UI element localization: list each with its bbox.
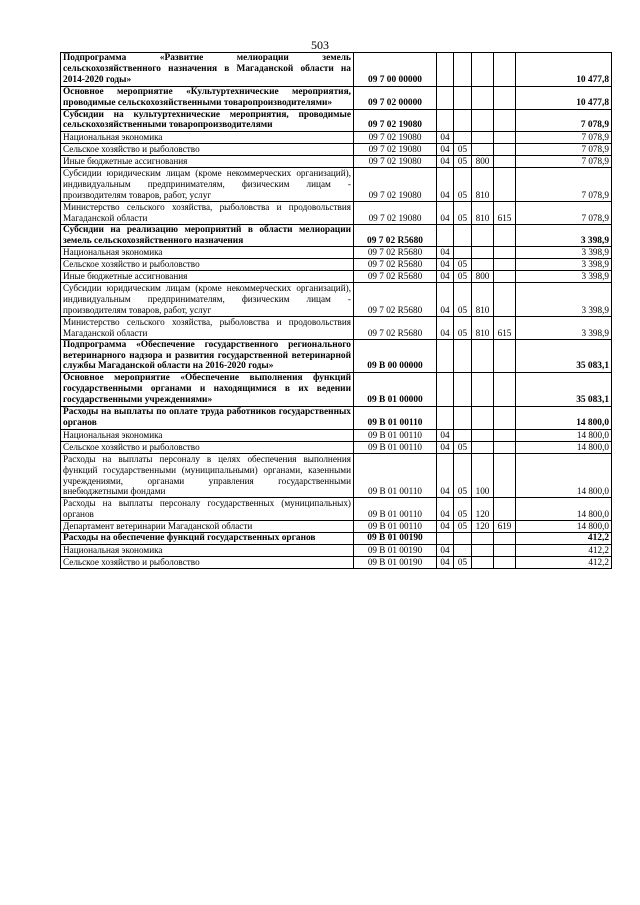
row-amount-cell: 14 800,0 xyxy=(516,498,612,521)
row-expense-type-cell: 810 xyxy=(472,168,494,202)
row-ministry-cell xyxy=(494,156,516,168)
row-amount-cell: 7 078,9 xyxy=(516,168,612,202)
row-name-cell: Сельское хозяйство и рыболовство xyxy=(61,144,354,156)
row-section-cell: 04 xyxy=(437,544,454,556)
row-name-cell: Расходы на выплаты персоналу в целях обеспечения выполнения функций государственными (муниципальными) органами, казенными учреждениями, органами управления государственными внебюджетными фондами xyxy=(61,453,354,498)
row-ministry-cell: 615 xyxy=(494,316,516,339)
row-amount-cell: 7 078,9 xyxy=(516,144,612,156)
row-ministry-cell xyxy=(494,339,516,373)
row-expense-type-cell: 810 xyxy=(472,201,494,224)
row-section-cell: 04 xyxy=(437,247,454,259)
row-amount-cell: 10 477,8 xyxy=(516,86,612,109)
row-ministry-cell xyxy=(494,144,516,156)
row-ministry-cell: 619 xyxy=(494,521,516,533)
row-expense-type-cell: 800 xyxy=(472,156,494,168)
row-expense-type-cell: 800 xyxy=(472,271,494,283)
table-row xyxy=(61,224,612,247)
row-section-cell xyxy=(437,407,454,430)
row-section-cell xyxy=(437,533,454,545)
row-amount-cell: 35 083,1 xyxy=(516,339,612,373)
row-expense-type-cell xyxy=(472,373,494,407)
row-section-cell xyxy=(437,373,454,407)
row-section-cell: 04 xyxy=(437,429,454,441)
budget-table-body xyxy=(61,53,612,569)
row-name-cell: Национальная экономика xyxy=(61,247,354,259)
row-amount-cell: 7 078,9 xyxy=(516,132,612,144)
row-subsection-cell: 05 xyxy=(454,521,472,533)
row-subsection-cell: 05 xyxy=(454,271,472,283)
row-code-cell: 09 7 02 00000 xyxy=(354,86,437,109)
row-section-cell: 04 xyxy=(437,168,454,202)
row-subsection-cell: 05 xyxy=(454,259,472,271)
row-code-cell: 09 7 02 R5680 xyxy=(354,283,437,317)
row-code-cell: 09 7 02 R5680 xyxy=(354,247,437,259)
row-section-cell xyxy=(437,53,454,87)
table-row xyxy=(61,556,612,568)
row-subsection-cell: 05 xyxy=(454,441,472,453)
row-amount-cell: 14 800,0 xyxy=(516,521,612,533)
row-name-cell: Расходы на выплаты персоналу государственных (муниципальных) органов xyxy=(61,498,354,521)
row-ministry-cell xyxy=(494,109,516,132)
row-ministry-cell xyxy=(494,168,516,202)
table-row xyxy=(61,316,612,339)
row-ministry-cell xyxy=(494,556,516,568)
row-code-cell: 09 В 00 00000 xyxy=(354,339,437,373)
row-code-cell: 09 7 02 19080 xyxy=(354,132,437,144)
row-ministry-cell xyxy=(494,247,516,259)
row-amount-cell: 412,2 xyxy=(516,544,612,556)
table-row xyxy=(61,339,612,373)
row-code-cell: 09 7 02 R5680 xyxy=(354,271,437,283)
row-expense-type-cell xyxy=(472,544,494,556)
row-name-cell: Сельское хозяйство и рыболовство xyxy=(61,556,354,568)
row-subsection-cell xyxy=(454,339,472,373)
row-section-cell xyxy=(437,86,454,109)
row-name-cell: Субсидии юридическим лицам (кроме некоммерческих организаций), индивидуальным предпринимателям, физическим лицам - производителям товаров, работ, услуг xyxy=(61,168,354,202)
table-row xyxy=(61,201,612,224)
row-code-cell: 09 7 02 R5680 xyxy=(354,224,437,247)
row-subsection-cell xyxy=(454,86,472,109)
table-row xyxy=(61,407,612,430)
row-amount-cell: 7 078,9 xyxy=(516,156,612,168)
table-row xyxy=(61,498,612,521)
row-amount-cell: 7 078,9 xyxy=(516,109,612,132)
row-name-cell: Подпрограмма «Обеспечение государственного регионального ветеринарного надзора и развития государственной ветеринарной службы Магаданской области на 2016-2020 годы» xyxy=(61,339,354,373)
row-section-cell: 04 xyxy=(437,283,454,317)
row-ministry-cell xyxy=(494,453,516,498)
row-name-cell: Расходы на обеспечение функций государственных органов xyxy=(61,533,354,545)
row-expense-type-cell xyxy=(472,144,494,156)
table-row xyxy=(61,168,612,202)
row-amount-cell: 3 398,9 xyxy=(516,224,612,247)
row-expense-type-cell xyxy=(472,533,494,545)
row-subsection-cell: 05 xyxy=(454,156,472,168)
row-code-cell: 09 7 02 R5680 xyxy=(354,316,437,339)
row-name-cell: Национальная экономика xyxy=(61,429,354,441)
row-subsection-cell: 05 xyxy=(454,168,472,202)
row-amount-cell: 14 800,0 xyxy=(516,407,612,430)
row-amount-cell: 412,2 xyxy=(516,556,612,568)
row-subsection-cell: 05 xyxy=(454,316,472,339)
row-code-cell: 09 В 01 00190 xyxy=(354,556,437,568)
row-name-cell: Департамент ветеринарии Магаданской области xyxy=(61,521,354,533)
row-expense-type-cell xyxy=(472,441,494,453)
row-name-cell: Субсидии на реализацию мероприятий в области мелиорации земель сельскохозяйственного назначения xyxy=(61,224,354,247)
row-name-cell: Субсидии на культуртехнические мероприятия, проводимые сельскохозяйственными товаропроизводителями xyxy=(61,109,354,132)
row-section-cell: 04 xyxy=(437,521,454,533)
row-name-cell: Иные бюджетные ассигнования xyxy=(61,271,354,283)
row-section-cell: 04 xyxy=(437,441,454,453)
row-subsection-cell xyxy=(454,224,472,247)
row-name-cell: Национальная экономика xyxy=(61,132,354,144)
row-expense-type-cell xyxy=(472,224,494,247)
row-name-cell: Основное мероприятие «Культуртехнические мероприятия, проводимые сельскохозяйственными товаропроизводителями» xyxy=(61,86,354,109)
row-expense-type-cell xyxy=(472,259,494,271)
row-expense-type-cell xyxy=(472,109,494,132)
row-code-cell: 09 В 01 00190 xyxy=(354,533,437,545)
row-name-cell: Расходы на выплаты по оплате труда работников государственных органов xyxy=(61,407,354,430)
row-amount-cell: 3 398,9 xyxy=(516,316,612,339)
row-amount-cell: 3 398,9 xyxy=(516,283,612,317)
row-name-cell: Национальная экономика xyxy=(61,544,354,556)
table-row xyxy=(61,109,612,132)
row-ministry-cell xyxy=(494,533,516,545)
row-code-cell: 09 В 01 00110 xyxy=(354,453,437,498)
row-name-cell: Основное мероприятие «Обеспечение выполнения функций государственными органами и находящимися в их ведении государственными учреждениями» xyxy=(61,373,354,407)
row-ministry-cell xyxy=(494,441,516,453)
row-expense-type-cell xyxy=(472,407,494,430)
row-code-cell: 09 7 02 19080 xyxy=(354,201,437,224)
row-name-cell: Сельское хозяйство и рыболовство xyxy=(61,259,354,271)
row-code-cell: 09 В 01 00110 xyxy=(354,407,437,430)
row-subsection-cell xyxy=(454,544,472,556)
row-subsection-cell: 05 xyxy=(454,498,472,521)
table-row xyxy=(61,521,612,533)
row-section-cell: 04 xyxy=(437,453,454,498)
row-ministry-cell xyxy=(494,429,516,441)
table-row xyxy=(61,271,612,283)
row-name-cell: Сельское хозяйство и рыболовство xyxy=(61,441,354,453)
row-ministry-cell xyxy=(494,544,516,556)
row-expense-type-cell xyxy=(472,339,494,373)
row-expense-type-cell: 810 xyxy=(472,316,494,339)
row-section-cell: 04 xyxy=(437,132,454,144)
row-amount-cell: 3 398,9 xyxy=(516,259,612,271)
row-name-cell: Подпрограмма «Развитие мелиорации земель сельскохозяйственного назначения в Магаданской области на 2014-2020 годы» xyxy=(61,53,354,87)
row-ministry-cell xyxy=(494,132,516,144)
row-expense-type-cell xyxy=(472,53,494,87)
table-row xyxy=(61,132,612,144)
row-amount-cell: 10 477,8 xyxy=(516,53,612,87)
row-expense-type-cell: 810 xyxy=(472,283,494,317)
row-ministry-cell xyxy=(494,373,516,407)
row-subsection-cell xyxy=(454,373,472,407)
table-row xyxy=(61,53,612,87)
row-amount-cell: 14 800,0 xyxy=(516,429,612,441)
row-name-cell: Субсидии юридическим лицам (кроме некоммерческих организаций), индивидуальным предпринимателям, физическим лицам - производителям товаров, работ, услуг xyxy=(61,283,354,317)
row-section-cell xyxy=(437,339,454,373)
budget-table xyxy=(60,52,612,569)
table-row xyxy=(61,453,612,498)
table-row xyxy=(61,533,612,545)
table-row xyxy=(61,373,612,407)
row-expense-type-cell: 120 xyxy=(472,498,494,521)
row-amount-cell: 3 398,9 xyxy=(516,271,612,283)
row-subsection-cell xyxy=(454,407,472,430)
row-subsection-cell xyxy=(454,429,472,441)
row-ministry-cell xyxy=(494,224,516,247)
row-code-cell: 09 В 01 00000 xyxy=(354,373,437,407)
row-ministry-cell xyxy=(494,498,516,521)
table-row xyxy=(61,259,612,271)
row-code-cell: 09 В 01 00190 xyxy=(354,544,437,556)
row-code-cell: 09 7 02 R5680 xyxy=(354,259,437,271)
row-subsection-cell xyxy=(454,109,472,132)
row-subsection-cell xyxy=(454,247,472,259)
row-ministry-cell xyxy=(494,283,516,317)
table-row xyxy=(61,156,612,168)
row-code-cell: 09 7 02 19080 xyxy=(354,168,437,202)
row-subsection-cell: 05 xyxy=(454,144,472,156)
row-code-cell: 09 7 02 19080 xyxy=(354,109,437,132)
row-section-cell xyxy=(437,109,454,132)
table-row xyxy=(61,86,612,109)
row-expense-type-cell xyxy=(472,556,494,568)
row-code-cell: 09 7 02 19080 xyxy=(354,144,437,156)
row-amount-cell: 14 800,0 xyxy=(516,453,612,498)
row-section-cell: 04 xyxy=(437,498,454,521)
row-code-cell: 09 В 01 00110 xyxy=(354,429,437,441)
row-ministry-cell xyxy=(494,259,516,271)
row-expense-type-cell xyxy=(472,86,494,109)
table-row xyxy=(61,283,612,317)
row-section-cell: 04 xyxy=(437,144,454,156)
row-section-cell: 04 xyxy=(437,556,454,568)
row-section-cell: 04 xyxy=(437,316,454,339)
row-expense-type-cell: 120 xyxy=(472,521,494,533)
row-code-cell: 09 В 01 00110 xyxy=(354,521,437,533)
row-expense-type-cell xyxy=(472,247,494,259)
row-section-cell: 04 xyxy=(437,156,454,168)
row-ministry-cell xyxy=(494,271,516,283)
row-amount-cell: 35 083,1 xyxy=(516,373,612,407)
row-name-cell: Министерство сельского хозяйства, рыболовства и продовольствия Магаданской области xyxy=(61,201,354,224)
row-section-cell xyxy=(437,224,454,247)
row-expense-type-cell xyxy=(472,429,494,441)
row-name-cell: Министерство сельского хозяйства, рыболовства и продовольствия Магаданской области xyxy=(61,316,354,339)
table-row xyxy=(61,247,612,259)
row-code-cell: 09 В 01 00110 xyxy=(354,498,437,521)
row-ministry-cell xyxy=(494,86,516,109)
page-number: 503 xyxy=(311,38,329,52)
row-subsection-cell xyxy=(454,132,472,144)
row-subsection-cell: 05 xyxy=(454,283,472,317)
row-subsection-cell xyxy=(454,53,472,87)
row-section-cell: 04 xyxy=(437,259,454,271)
row-subsection-cell: 05 xyxy=(454,556,472,568)
row-section-cell: 04 xyxy=(437,201,454,224)
row-subsection-cell: 05 xyxy=(454,201,472,224)
row-code-cell: 09 В 01 00110 xyxy=(354,441,437,453)
row-ministry-cell xyxy=(494,407,516,430)
row-amount-cell: 3 398,9 xyxy=(516,247,612,259)
table-row xyxy=(61,441,612,453)
row-expense-type-cell xyxy=(472,132,494,144)
row-expense-type-cell: 100 xyxy=(472,453,494,498)
table-row xyxy=(61,544,612,556)
row-name-cell: Иные бюджетные ассигнования xyxy=(61,156,354,168)
row-code-cell: 09 7 00 00000 xyxy=(354,53,437,87)
row-subsection-cell: 05 xyxy=(454,453,472,498)
row-section-cell: 04 xyxy=(437,271,454,283)
row-ministry-cell: 615 xyxy=(494,201,516,224)
table-row xyxy=(61,429,612,441)
row-ministry-cell xyxy=(494,53,516,87)
row-code-cell: 09 7 02 19080 xyxy=(354,156,437,168)
table-row xyxy=(61,144,612,156)
row-amount-cell: 412,2 xyxy=(516,533,612,545)
row-amount-cell: 14 800,0 xyxy=(516,441,612,453)
row-amount-cell: 7 078,9 xyxy=(516,201,612,224)
row-subsection-cell xyxy=(454,533,472,545)
